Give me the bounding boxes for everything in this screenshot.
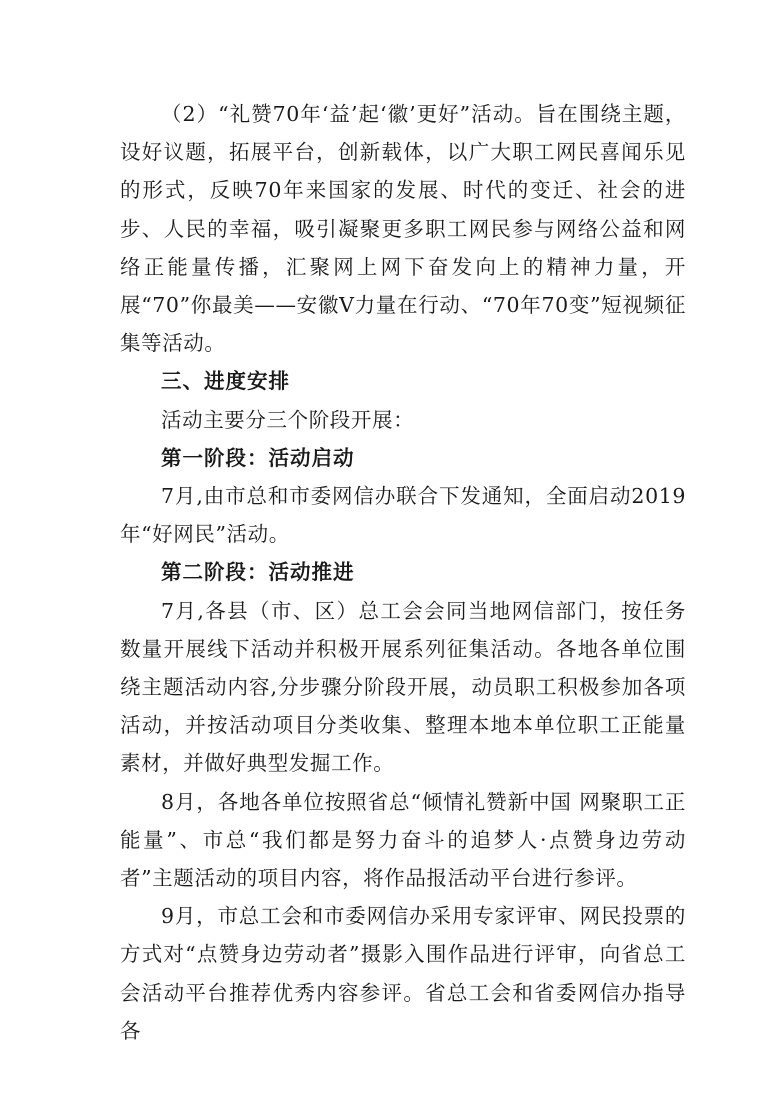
phase-heading-2: 第二阶段：活动推进: [161, 560, 355, 585]
paragraph-activity-2: （2）“礼赞70年‘益’起‘徽’更好”活动。旨在围绕主题，设好议题，拓展平台，创新载体，以广大职工网民喜闻乐见的形式，反映70年来国家的发展、时代的变迁、社会的进步、人民的幸福，吸引凝聚更多职工网民参与网络公益和网络正能量传播，汇聚网上网下奋发向上的精神力量，开展“70”你最美——安徽V力量在行动、“70年70变”短视频征集等活动。: [120, 102, 686, 356]
paragraph-july: 7月,各县（市、区）总工会会同当地网信部门，按任务数量开展线下活动并积极开展系列征集活动。各地各单位围绕主题活动内容,分步骤分阶段开展，动员职工积极参加各项活动，并按活动项目分类收集、整理本地本单位职工正能量素材，并做好典型发掘工作。: [120, 598, 686, 776]
paragraph-phases-intro: 活动主要分三个阶段开展：: [161, 407, 415, 432]
paragraph-september: 9月，市总工会和市委网信办采用专家评审、网民投票的方式对“点赞身边劳动者”摄影入围作品进行评审，向省总工会活动平台推荐优秀内容参评。省总工会和省委网信办指导各: [120, 904, 686, 1043]
phase-heading-1: 第一阶段：活动启动: [161, 445, 355, 470]
paragraph-phase-1: 7月,由市总和市委网信办联合下发通知，全面启动2019年“好网民”活动。: [120, 484, 686, 547]
section-heading-schedule: 三、进度安排: [161, 369, 290, 394]
paragraph-august: 8月，各地各单位按照省总“倾情礼赞新中国 网聚职工正能量”、市总“我们都是努力奋斗的追梦人·点赞身边劳动者”主题活动的项目内容，将作品报活动平台进行参评。: [120, 789, 686, 891]
document-page: [120, 95, 686, 1050]
